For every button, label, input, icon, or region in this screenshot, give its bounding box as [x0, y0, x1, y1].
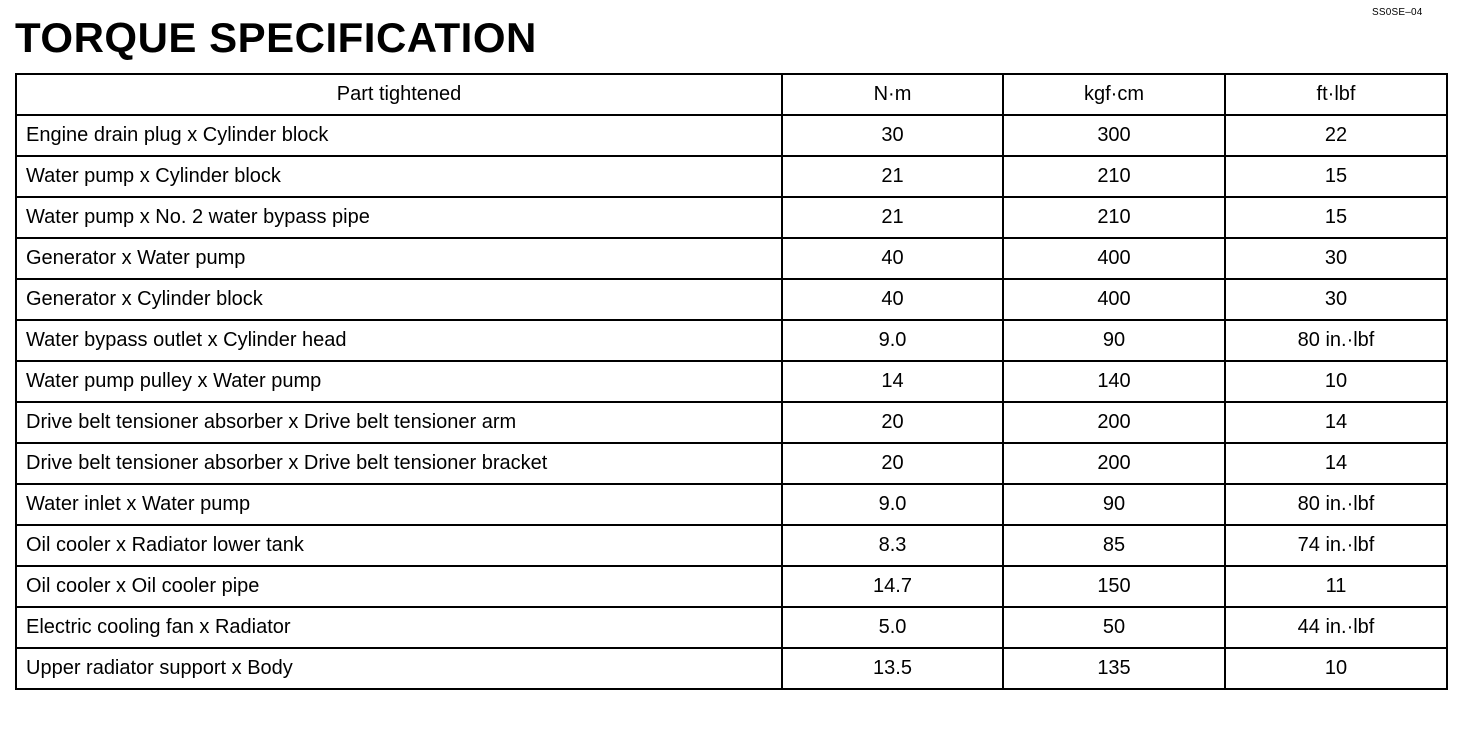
- cell-ftlbf: 80 in.·lbf: [1225, 320, 1447, 361]
- table-row: [16, 607, 1447, 648]
- cell-part: Generator x Water pump: [16, 238, 782, 279]
- column-header-kgfcm: kgf·cm: [1003, 74, 1225, 115]
- cell-ftlbf: 14: [1225, 443, 1447, 484]
- cell-nm: 14.7: [782, 566, 1003, 607]
- cell-kgfcm: 135: [1003, 648, 1225, 689]
- cell-nm: 13.5: [782, 648, 1003, 689]
- table-row: [16, 484, 1447, 525]
- table-row: [16, 279, 1447, 320]
- column-header-part: Part tightened: [16, 74, 782, 115]
- table-row: [16, 648, 1447, 689]
- table-row: [16, 361, 1447, 402]
- cell-ftlbf: 15: [1225, 197, 1447, 238]
- cell-part: Oil cooler x Radiator lower tank: [16, 525, 782, 566]
- page-title: TORQUE SPECIFICATION: [15, 14, 537, 61]
- cell-part: Water bypass outlet x Cylinder head: [16, 320, 782, 361]
- cell-kgfcm: 400: [1003, 279, 1225, 320]
- cell-ftlbf: 80 in.·lbf: [1225, 484, 1447, 525]
- cell-nm: 9.0: [782, 484, 1003, 525]
- cell-ftlbf: 10: [1225, 361, 1447, 402]
- cell-kgfcm: 90: [1003, 484, 1225, 525]
- table-row: [16, 443, 1447, 484]
- cell-ftlbf: 22: [1225, 115, 1447, 156]
- table-row: [16, 402, 1447, 443]
- column-header-nm: N·m: [782, 74, 1003, 115]
- cell-kgfcm: 140: [1003, 361, 1225, 402]
- table-row: [16, 525, 1447, 566]
- cell-part: Water inlet x Water pump: [16, 484, 782, 525]
- torque-spec-table: [15, 73, 1448, 690]
- cell-part: Oil cooler x Oil cooler pipe: [16, 566, 782, 607]
- cell-nm: 30: [782, 115, 1003, 156]
- document-code: SS0SE–04: [1372, 7, 1423, 18]
- cell-kgfcm: 50: [1003, 607, 1225, 648]
- cell-part: Generator x Cylinder block: [16, 279, 782, 320]
- cell-kgfcm: 300: [1003, 115, 1225, 156]
- cell-nm: 40: [782, 238, 1003, 279]
- cell-ftlbf: 11: [1225, 566, 1447, 607]
- cell-ftlbf: 74 in.·lbf: [1225, 525, 1447, 566]
- table-row: [16, 238, 1447, 279]
- cell-ftlbf: 44 in.·lbf: [1225, 607, 1447, 648]
- table-body: [16, 115, 1447, 689]
- table-row: [16, 566, 1447, 607]
- cell-nm: 5.0: [782, 607, 1003, 648]
- cell-part: Upper radiator support x Body: [16, 648, 782, 689]
- table-header-row: [16, 74, 1447, 115]
- cell-part: Electric cooling fan x Radiator: [16, 607, 782, 648]
- column-header-ftlbf: ft·lbf: [1225, 74, 1447, 115]
- cell-ftlbf: 30: [1225, 238, 1447, 279]
- cell-nm: 40: [782, 279, 1003, 320]
- cell-kgfcm: 90: [1003, 320, 1225, 361]
- cell-part: Water pump x Cylinder block: [16, 156, 782, 197]
- cell-nm: 20: [782, 443, 1003, 484]
- cell-part: Engine drain plug x Cylinder block: [16, 115, 782, 156]
- cell-ftlbf: 30: [1225, 279, 1447, 320]
- cell-part: Water pump pulley x Water pump: [16, 361, 782, 402]
- cell-nm: 9.0: [782, 320, 1003, 361]
- table-row: [16, 156, 1447, 197]
- table-row: [16, 115, 1447, 156]
- cell-ftlbf: 14: [1225, 402, 1447, 443]
- cell-nm: 20: [782, 402, 1003, 443]
- cell-kgfcm: 85: [1003, 525, 1225, 566]
- cell-kgfcm: 400: [1003, 238, 1225, 279]
- cell-nm: 21: [782, 197, 1003, 238]
- cell-kgfcm: 210: [1003, 156, 1225, 197]
- cell-kgfcm: 200: [1003, 402, 1225, 443]
- cell-part: Drive belt tensioner absorber x Drive belt tensioner bracket: [16, 443, 782, 484]
- cell-kgfcm: 200: [1003, 443, 1225, 484]
- cell-ftlbf: 15: [1225, 156, 1447, 197]
- cell-ftlbf: 10: [1225, 648, 1447, 689]
- table-row: [16, 197, 1447, 238]
- cell-nm: 21: [782, 156, 1003, 197]
- cell-kgfcm: 150: [1003, 566, 1225, 607]
- cell-kgfcm: 210: [1003, 197, 1225, 238]
- cell-nm: 8.3: [782, 525, 1003, 566]
- table-row: [16, 320, 1447, 361]
- cell-part: Drive belt tensioner absorber x Drive belt tensioner arm: [16, 402, 782, 443]
- cell-part: Water pump x No. 2 water bypass pipe: [16, 197, 782, 238]
- cell-nm: 14: [782, 361, 1003, 402]
